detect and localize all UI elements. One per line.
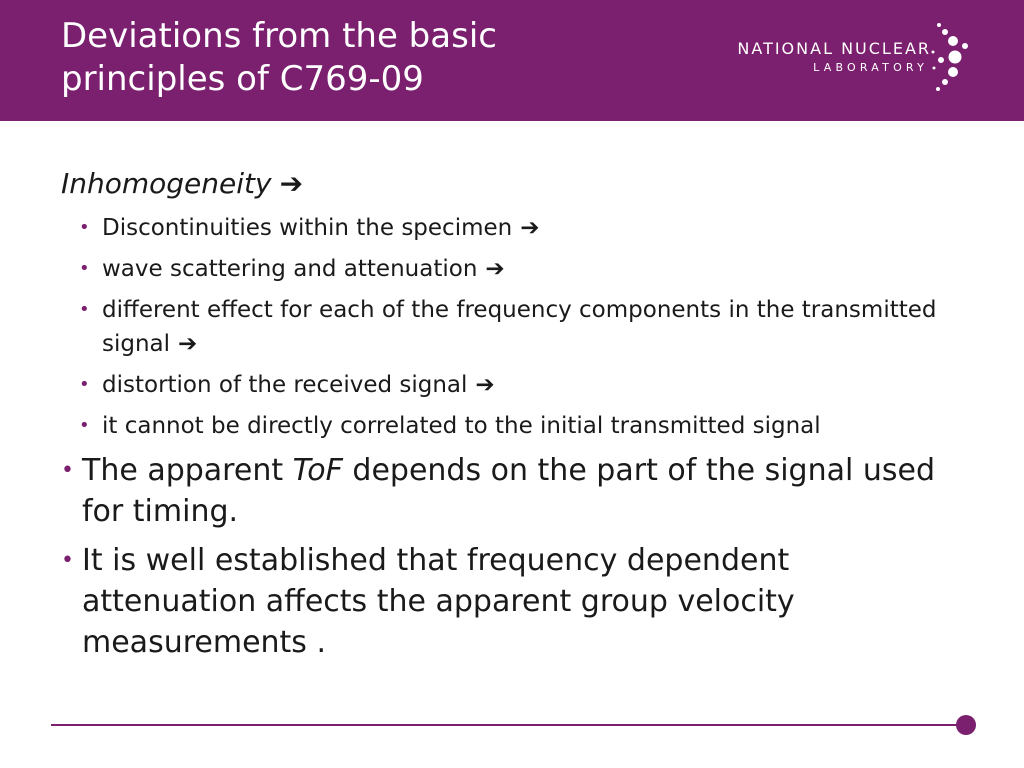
sub-bullet-text: it cannot be directly correlated to the initial transmitted signal [102,413,821,439]
bullet-icon: • [79,299,90,320]
main-bullet-item [61,450,971,532]
dot-cluster-icon [925,22,985,97]
sub-bullet-item [79,211,971,245]
arrow-right-icon: ➔ [475,372,495,398]
bullet-icon: • [79,258,90,279]
sub-bullet-text: different effect for each of the frequency components in the transmitted signal [102,297,937,357]
main-bullet-item [61,540,971,663]
logo-text-national-nuclear: NATIONAL NUCLEAR [737,39,931,58]
sub-bullet-item [79,293,971,361]
slide-title-line-1: Deviations from the basic [61,16,497,56]
sub-bullet-item [79,409,971,443]
sub-bullet-text: distortion of the received signal [102,372,468,398]
arrow-right-icon: ➔ [485,256,505,282]
main-bullet-text-emphasis: ToF [292,453,343,488]
lead-heading [61,164,971,204]
slide-title-line-2: principles of C769-09 [61,59,424,99]
sub-bullet-text: wave scattering and attenuation [102,256,478,282]
bullet-icon: • [61,458,74,483]
nnl-logo [720,22,990,97]
main-bullet-text-post: depends on the part of the signal used for timing. [82,453,936,529]
main-bullet-text-pre: The apparent [82,453,293,488]
title-bar [0,0,1024,121]
footer-dot-icon [956,715,976,735]
bullet-icon: • [79,415,90,436]
slide-body [61,164,971,671]
bullet-icon: • [79,374,90,395]
logo-text-laboratory: LABORATORY [813,61,928,74]
sub-bullet-text: Discontinuities within the specimen [102,215,513,241]
footer-divider [51,724,961,726]
arrow-right-icon: ➔ [520,215,540,241]
slide-title [61,15,497,101]
arrow-right-icon: ➔ [279,167,304,200]
sub-bullet-list [61,211,971,443]
sub-bullet-item [79,368,971,402]
arrow-right-icon: ➔ [178,331,198,357]
bullet-icon: • [79,217,90,238]
sub-bullet-item [79,252,971,286]
bullet-icon: • [61,548,74,573]
main-bullet-text-pre: It is well established that frequency dependent attenuation affects the apparent group velocity measurements . [82,543,795,660]
lead-text: Inhomogeneity [61,167,272,200]
main-bullet-list [61,450,971,663]
